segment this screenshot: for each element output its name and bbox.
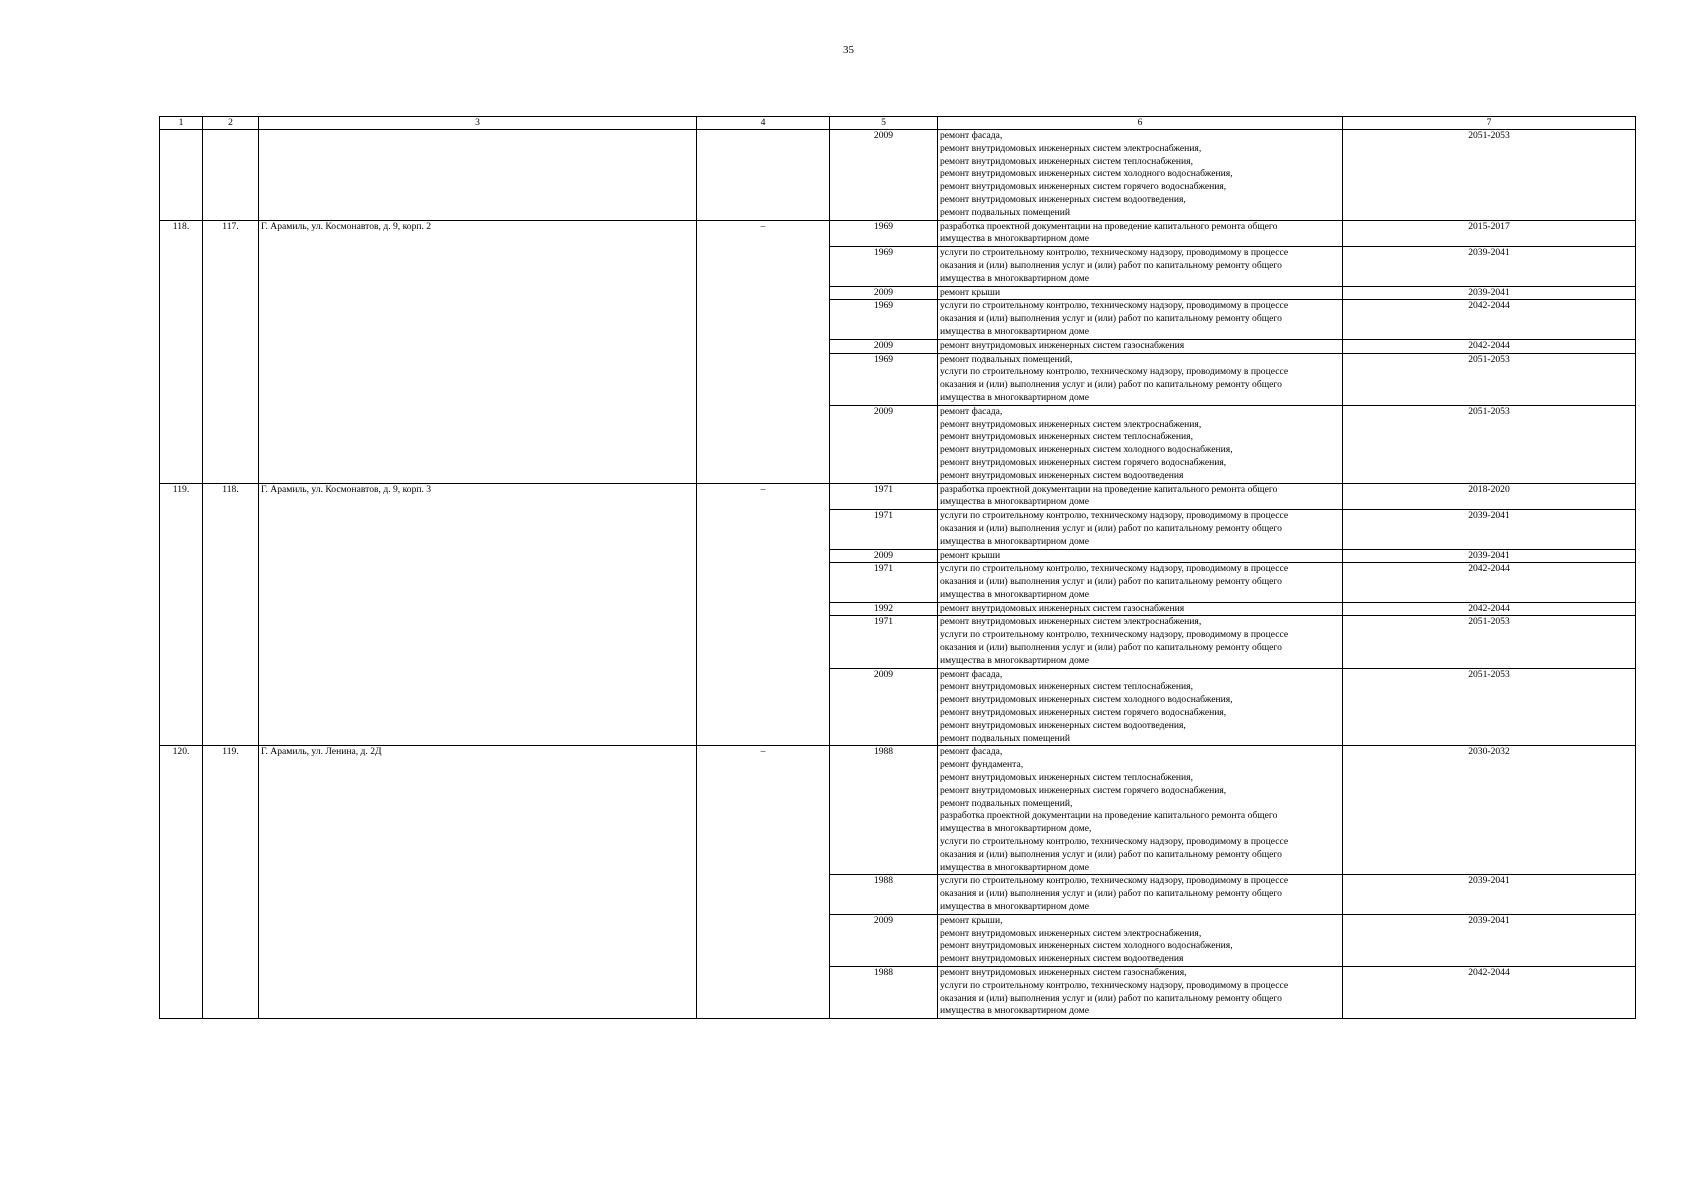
column-4-cell: – [697, 483, 830, 746]
year-cell: 1969 [830, 353, 938, 405]
header-cell: 1 [160, 117, 203, 130]
address-cell [259, 130, 697, 221]
works-cell: ремонт крыши [938, 286, 1343, 300]
works-cell: ремонт фасада, ремонт внутридомовых инженерных систем электроснабжения, ремонт внутридомовых инженерных систем теплоснабжения, ремонт внутридомовых инженерных систем холодного водоснабжения, ремонт внутридомовых инженерных систем горячего водоснабжения, ремонт внутридомовых инженерных систем водоотведения, ремонт подвальных помещений [938, 130, 1343, 221]
row-number-cell: 120. [160, 746, 203, 1019]
period-cell: 2018-2020 [1343, 483, 1636, 510]
works-cell: услуги по строительному контролю, техническому надзору, проводимому в процессе оказания и (или) выполнения услуг и (или) работ по капитальному ремонту общего имущества в многоквартирном доме [938, 510, 1343, 549]
header-cell: 5 [830, 117, 938, 130]
repair-schedule-table [159, 116, 1636, 1019]
year-cell: 1969 [830, 300, 938, 339]
period-cell: 2051-2053 [1343, 616, 1636, 668]
period-cell: 2042-2044 [1343, 967, 1636, 1019]
period-cell: 2030-2032 [1343, 746, 1636, 875]
header-cell: 7 [1343, 117, 1636, 130]
header-cell: 4 [697, 117, 830, 130]
works-cell: ремонт подвальных помещений, услуги по строительному контролю, техническому надзору, проводимому в процессе оказания и (или) выполнения услуг и (или) работ по капитальному ремонту общего имущества в многоквартирном доме [938, 353, 1343, 405]
year-cell: 2009 [830, 549, 938, 563]
period-cell: 2039-2041 [1343, 875, 1636, 914]
works-cell: ремонт крыши [938, 549, 1343, 563]
works-cell: услуги по строительному контролю, техническому надзору, проводимому в процессе оказания и (или) выполнения услуг и (или) работ по капитальному ремонту общего имущества в многоквартирном доме [938, 300, 1343, 339]
year-cell: 1988 [830, 967, 938, 1019]
year-cell: 1988 [830, 746, 938, 875]
period-cell: 2042-2044 [1343, 300, 1636, 339]
year-cell: 1969 [830, 220, 938, 247]
year-cell: 2009 [830, 286, 938, 300]
year-cell: 2009 [830, 668, 938, 746]
works-cell: ремонт внутридомовых инженерных систем газоснабжения, услуги по строительному контролю, техническому надзору, проводимому в процессе оказания и (или) выполнения услуг и (или) работ по капитальному ремонту общего имущества в многоквартирном доме [938, 967, 1343, 1019]
works-cell: ремонт внутридомовых инженерных систем электроснабжения, услуги по строительному контролю, техническому надзору, проводимому в процессе оказания и (или) выполнения услуг и (или) работ по капитальному ремонту общего имущества в многоквартирном доме [938, 616, 1343, 668]
year-cell: 2009 [830, 130, 938, 221]
period-cell: 2015-2017 [1343, 220, 1636, 247]
works-cell: разработка проектной документации на проведение капитального ремонта общего имущества в многоквартирном доме [938, 483, 1343, 510]
works-cell: услуги по строительному контролю, техническому надзору, проводимому в процессе оказания и (или) выполнения услуг и (или) работ по капитальному ремонту общего имущества в многоквартирном доме [938, 875, 1343, 914]
column-4-cell: – [697, 746, 830, 1019]
period-cell: 2051-2053 [1343, 130, 1636, 221]
table-row [160, 220, 1636, 247]
column-4-cell: – [697, 220, 830, 483]
period-cell: 2051-2053 [1343, 353, 1636, 405]
address-cell: Г. Арамиль, ул. Космонавтов, д. 9, корп. 2 [259, 220, 697, 483]
year-cell: 1971 [830, 510, 938, 549]
year-cell: 2009 [830, 914, 938, 966]
year-cell: 1971 [830, 483, 938, 510]
table-row [160, 130, 1636, 221]
period-cell: 2039-2041 [1343, 247, 1636, 286]
row-number-cell [160, 130, 203, 221]
year-cell: 2009 [830, 339, 938, 353]
period-cell: 2051-2053 [1343, 668, 1636, 746]
table-row [160, 746, 1636, 875]
works-cell: ремонт внутридомовых инженерных систем газоснабжения [938, 339, 1343, 353]
row-number-cell: 118. [160, 220, 203, 483]
works-cell: разработка проектной документации на проведение капитального ремонта общего имущества в многоквартирном доме [938, 220, 1343, 247]
header-row [160, 117, 1636, 130]
building-number-cell: 119. [203, 746, 259, 1019]
header-cell: 6 [938, 117, 1343, 130]
works-cell: ремонт фасада, ремонт внутридомовых инженерных систем теплоснабжения, ремонт внутридомовых инженерных систем холодного водоснабжения, ремонт внутридомовых инженерных систем горячего водоснабжения, ремонт внутридомовых инженерных систем водоотведения, ремонт подвальных помещений [938, 668, 1343, 746]
table-row [160, 483, 1636, 510]
year-cell: 1992 [830, 602, 938, 616]
page-number: 35 [843, 44, 854, 56]
period-cell: 2042-2044 [1343, 339, 1636, 353]
period-cell: 2042-2044 [1343, 602, 1636, 616]
year-cell: 1971 [830, 616, 938, 668]
works-cell: услуги по строительному контролю, техническому надзору, проводимому в процессе оказания и (или) выполнения услуг и (или) работ по капитальному ремонту общего имущества в многоквартирном доме [938, 247, 1343, 286]
column-4-cell [697, 130, 830, 221]
works-cell: ремонт фасада, ремонт фундамента, ремонт внутридомовых инженерных систем теплоснабжения, ремонт внутридомовых инженерных систем горячего водоснабжения, ремонт подвальных помещений, разработка проектной документации на проведение капитального ремонта общего имущества в многоквартирном доме, услуги по строительному контролю, техническому надзору, проводимому в процессе оказания и (или) выполнения услуг и (или) работ по капитальному ремонту общего имущества в многоквартирном доме [938, 746, 1343, 875]
year-cell: 1971 [830, 563, 938, 602]
building-number-cell [203, 130, 259, 221]
year-cell: 1988 [830, 875, 938, 914]
period-cell: 2039-2041 [1343, 510, 1636, 549]
period-cell: 2039-2041 [1343, 549, 1636, 563]
row-number-cell: 119. [160, 483, 203, 746]
building-number-cell: 118. [203, 483, 259, 746]
year-cell: 1969 [830, 247, 938, 286]
year-cell: 2009 [830, 405, 938, 483]
works-cell: ремонт внутридомовых инженерных систем газоснабжения [938, 602, 1343, 616]
period-cell: 2039-2041 [1343, 286, 1636, 300]
works-cell: ремонт фасада, ремонт внутридомовых инженерных систем электроснабжения, ремонт внутридомовых инженерных систем теплоснабжения, ремонт внутридомовых инженерных систем холодного водоснабжения, ремонт внутридомовых инженерных систем горячего водоснабжения, ремонт внутридомовых инженерных систем водоотведения [938, 405, 1343, 483]
address-cell: Г. Арамиль, ул. Ленина, д. 2Д [259, 746, 697, 1019]
period-cell: 2051-2053 [1343, 405, 1636, 483]
period-cell: 2039-2041 [1343, 914, 1636, 966]
address-cell: Г. Арамиль, ул. Космонавтов, д. 9, корп. 3 [259, 483, 697, 746]
works-cell: услуги по строительному контролю, техническому надзору, проводимому в процессе оказания и (или) выполнения услуг и (или) работ по капитальному ремонту общего имущества в многоквартирном доме [938, 563, 1343, 602]
header-cell: 3 [259, 117, 697, 130]
header-cell: 2 [203, 117, 259, 130]
period-cell: 2042-2044 [1343, 563, 1636, 602]
building-number-cell: 117. [203, 220, 259, 483]
works-cell: ремонт крыши, ремонт внутридомовых инженерных систем электроснабжения, ремонт внутридомовых инженерных систем холодного водоснабжения, ремонт внутридомовых инженерных систем водоотведения [938, 914, 1343, 966]
